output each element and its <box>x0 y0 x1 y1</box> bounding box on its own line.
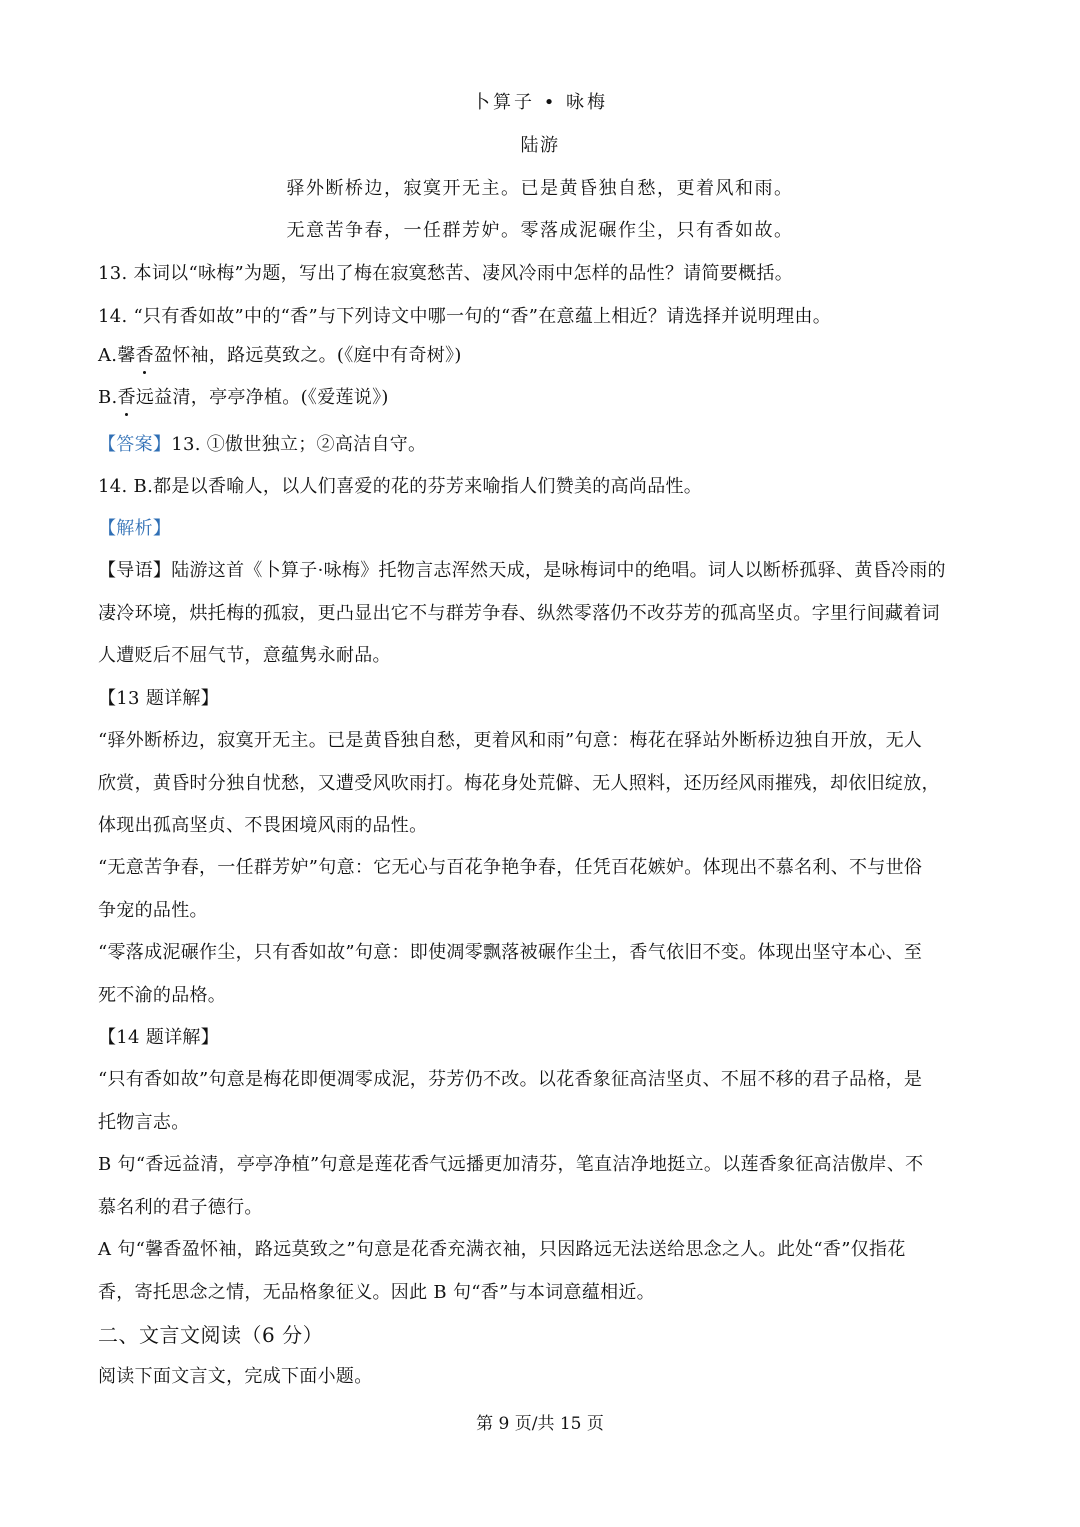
question-14: 14. “只有香如故”中的“香”与下列诗文中哪一句的“香”在意蕴上相近？请选择并说明理由。 <box>98 306 832 327</box>
q13-detail-line-6: “零落成泥碾作尘，只有香如故”句意：即使凋零飘落被碾作尘土，香气依旧不变。体现出坚守本心、至 <box>98 942 923 963</box>
option-b-prefix: B. <box>98 387 118 408</box>
section-2-heading: 二、文言文阅读（6 分） <box>98 1323 324 1347</box>
q14-detail-line-5: A 句“馨香盈怀袖，路远莫致之”句意是花香充满衣袖，只因路远无法送给思念之人。此处“香”仅指花 <box>98 1239 906 1260</box>
q14-detail-line-3: B 句“香远益清，亭亭净植”句意是莲花香气远播更加清芬，笔直洁净地挺立。以莲香象征高洁傲岸、不 <box>98 1154 924 1175</box>
intro-line-1: 【导语】陆游这首《卜算子·咏梅》托物言志浑然天成，是咏梅词中的绝唱。词人以断桥孤驿、黄昏冷雨的 <box>98 560 946 581</box>
answer-label: 【答案】 <box>98 434 172 455</box>
q13-detail-line-7: 死不渝的品格。 <box>98 985 227 1006</box>
answer-14: 14. B.都是以香喻人，以人们喜爱的花的芬芳来喻指人们赞美的高尚品性。 <box>98 476 703 497</box>
q13-heading: 【13 题详解】 <box>98 688 220 709</box>
option-a <box>98 343 988 369</box>
option-a-emphasis: 香 <box>136 343 154 369</box>
q14-detail-line-1: “只有香如故”句意是梅花即便凋零成泥，芬芳仍不改。以花香象征高洁坚贞、不屈不移的君子品格，是 <box>98 1069 923 1090</box>
option-b-emphasis: 香 <box>118 385 136 411</box>
option-a-text: 盈怀袖，路远莫致之。(《庭中有奇树》) <box>153 345 462 366</box>
option-a-prefix: A.馨 <box>98 345 136 366</box>
q14-detail-line-2: 托物言志。 <box>98 1112 190 1133</box>
q14-heading: 【14 题详解】 <box>98 1027 220 1048</box>
poem-line-1: 驿外断桥边，寂寞开无主。已是黄昏独自愁，更着风和雨。 <box>286 178 794 199</box>
q13-detail-line-2: 欣赏，黄昏时分独自忧愁，又遭受风吹雨打。梅花身处荒僻、无人照料，还历经风雨摧残，却依旧绽放， <box>98 773 940 794</box>
intro-line-2: 凄冷环境，烘托梅的孤寂，更凸显出它不与群芳争春、纵然零落仍不改芬芳的孤高坚贞。字里行间藏着词 <box>98 603 940 624</box>
q13-detail-line-3: 体现出孤高坚贞、不畏困境风雨的品性。 <box>98 815 428 836</box>
q13-detail-line-1: “驿外断桥边，寂寞开无主。已是黄昏独自愁，更着风和雨”句意：梅花在驿站外断桥边独自开放，无人 <box>98 730 923 751</box>
section-2-instruction: 阅读下面文言文，完成下面小题。 <box>98 1366 373 1387</box>
poem-author: 陆游 <box>520 135 560 156</box>
poem-title: 卜算子 • 咏梅 <box>471 92 609 113</box>
q14-detail-line-6: 香，寄托思念之情，无品格象征义。因此 B 句“香”与本词意蕴相近。 <box>98 1282 655 1303</box>
question-13: 13. 本词以“咏梅”为题，写出了梅在寂寞愁苦、凄风冷雨中怎样的品性？请简要概括。 <box>98 263 794 284</box>
answer-13-text: 13. ①傲世独立；②高洁自守。 <box>171 434 427 455</box>
answer-13 <box>98 432 988 458</box>
intro-line-3: 人遭贬后不屈气节，意蕴隽永耐品。 <box>98 645 391 666</box>
option-b-text: 远益清，亭亭净植。(《爱莲说》) <box>135 387 389 408</box>
option-b <box>98 385 988 411</box>
q13-detail-line-5: 争宠的品性。 <box>98 900 208 921</box>
analysis-label: 【解析】 <box>98 518 172 539</box>
poem-line-2: 无意苦争春，一任群芳妒。零落成泥碾作尘，只有香如故。 <box>286 220 794 241</box>
q14-detail-line-4: 慕名利的君子德行。 <box>98 1197 263 1218</box>
page-number: 第 9 页/共 15 页 <box>476 1414 604 1434</box>
q13-detail-line-4: “无意苦争春，一任群芳妒”句意：它无心与百花争艳争春，任凭百花嫉妒。体现出不慕名利、不与世俗 <box>98 857 923 878</box>
